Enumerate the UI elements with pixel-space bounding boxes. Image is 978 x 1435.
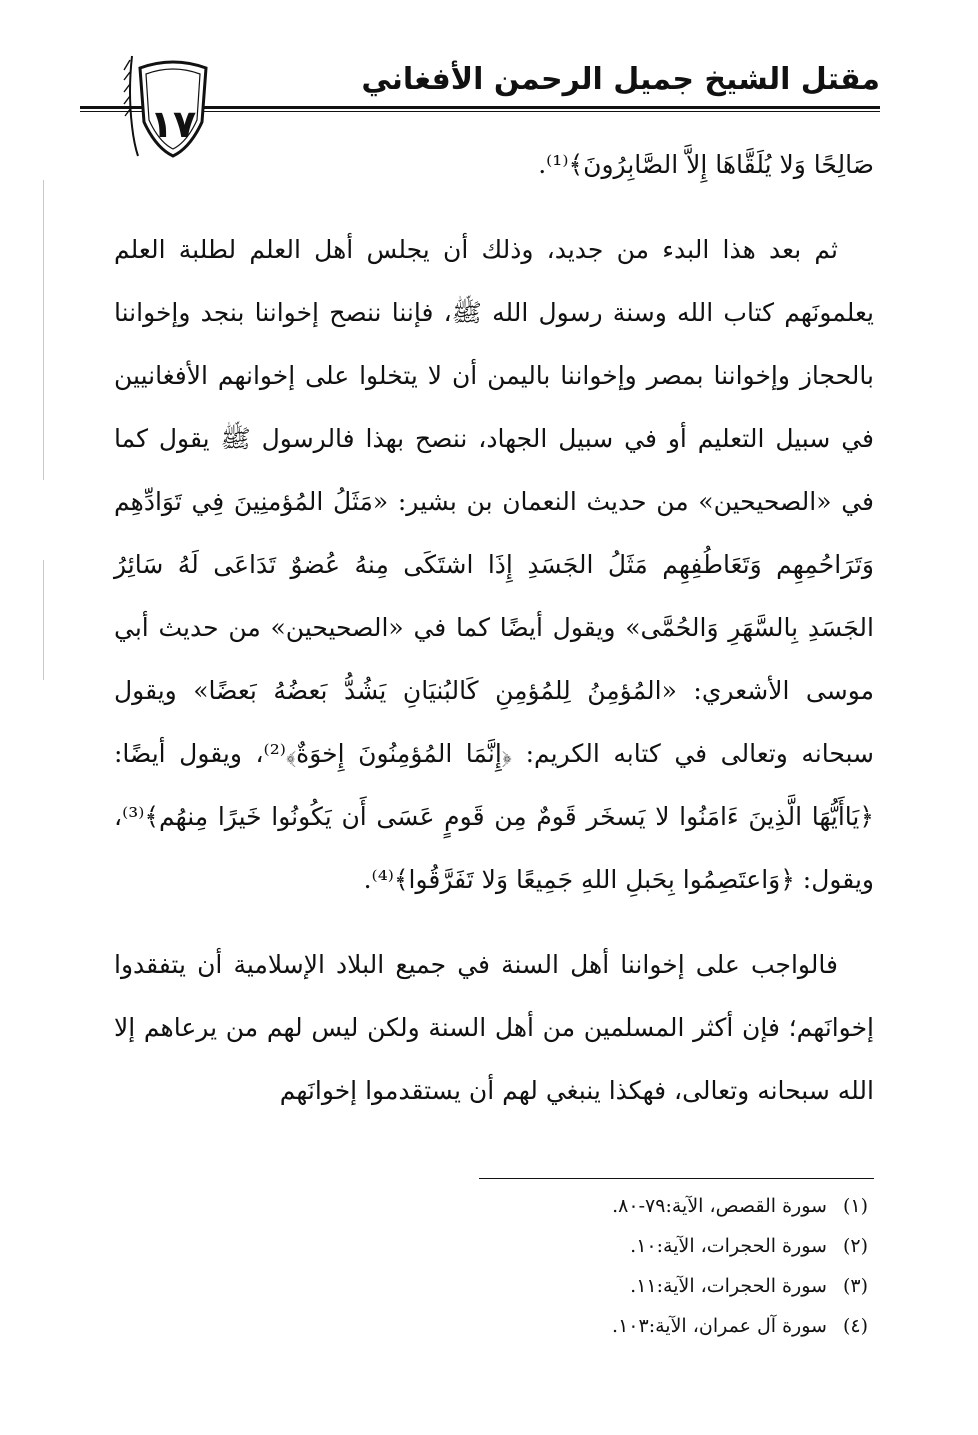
- footnote-text: سورة الحجرات، الآية:١٠.: [630, 1235, 827, 1257]
- footnote-number: (١): [842, 1195, 868, 1217]
- scan-margin-line: [43, 180, 44, 480]
- footnote-text: سورة القصص، الآية:٧٩-٨٠.: [612, 1195, 827, 1217]
- paragraph-3: فالواجب على إخواننا أهل السنة في جميع البلاد الإسلامية أن يتفقدوا إخوانَهم؛ فإن أكثر المسلمين من أهل السنة ولكن ليس لهم من يرعاهم إلا الله سبحانه وتعالى، فهكذا ينبغي لهم أن يستقدموا إخوانَهم: [114, 950, 874, 1105]
- footnote-text: سورة آل عمران، الآية:١٠٣.: [612, 1315, 827, 1337]
- paragraph-2: ثم بعد هذا البدء من جديد، وذلك أن يجلس أهل العلم لطلبة العلم يعلمونَهم كتاب الله وسنة رسول الله ﷺ، فإننا ننصح إخواننا بنجد وإخواننا بالحجاز وإخواننا بمصر وإخواننا باليمن أن لا يتخلوا على إخوانهم الأفغانيين في سبيل التعليم أو في سبيل الجهاد، ننصح بهذا فالرسول ﷺ يقول كما في «الصحيحين» من حديث النعمان بن بشير: «مَثَلُ المُؤمنِينَ فِي تَوَادِّهِم وَتَرَاحُمِهِم وَتَعَاطُفِهِم مَثَلُ الجَسَدِ إِذَا اشتَكَى مِنهُ عُضوٌ تَدَاعَى لَهُ سَائِرُ الجَسَدِ بِالسَّهَرِ وَالحُمَّى» ويقول أيضًا كما في «الصحيحين» من حديث أبي موسى الأشعري: «المُؤمِنُ لِلمُؤمِنِ كَالبُنيَانِ يَشُدُّ بَعضُهُ بَعضًا» ويقول سبحانه وتعالى في كتابه الكريم: ﴿إِنَّمَا المُؤمِنُونَ إِخوَةٌ﴾⁽²⁾، ويقول أيضًا: ﴿يَاأَيُّهَا الَّذِينَ ءَامَنُوا لا يَسخَر قَومٌ مِن قَومٍ عَسَى أَن يَكُونُوا خَيرًا مِنهُم﴾⁽³⁾، ويقول: ﴿وَاعتَصِمُوا بِحَبلِ اللهِ جَمِيعًا وَلا تَفَرَّقُوا﴾⁽⁴⁾.: [114, 235, 874, 894]
- footnote-text: سورة الحجرات، الآية:١١.: [630, 1275, 827, 1297]
- footnotes: [368, 1186, 868, 1346]
- main-text: [114, 133, 874, 1122]
- footnote-item: [368, 1186, 868, 1226]
- footnote-separator: [479, 1178, 874, 1179]
- running-title: مقتل الشيخ جميل الرحمن الأفغاني: [361, 62, 880, 97]
- footnote-item: [368, 1266, 868, 1306]
- paragraph-1: صَالِحًا وَلا يُلَقَّاهَا إِلاَّ الصَّابِرُونَ﴾⁽¹⁾.: [538, 150, 874, 179]
- footnote-item: [368, 1226, 868, 1266]
- footnote-number: (٢): [842, 1235, 868, 1257]
- footnote-item: [368, 1306, 868, 1346]
- scan-margin-line: [43, 560, 44, 680]
- footnote-number: (٣): [842, 1275, 868, 1297]
- footnote-number: (٤): [842, 1315, 868, 1337]
- page-number: ١٧: [149, 102, 197, 146]
